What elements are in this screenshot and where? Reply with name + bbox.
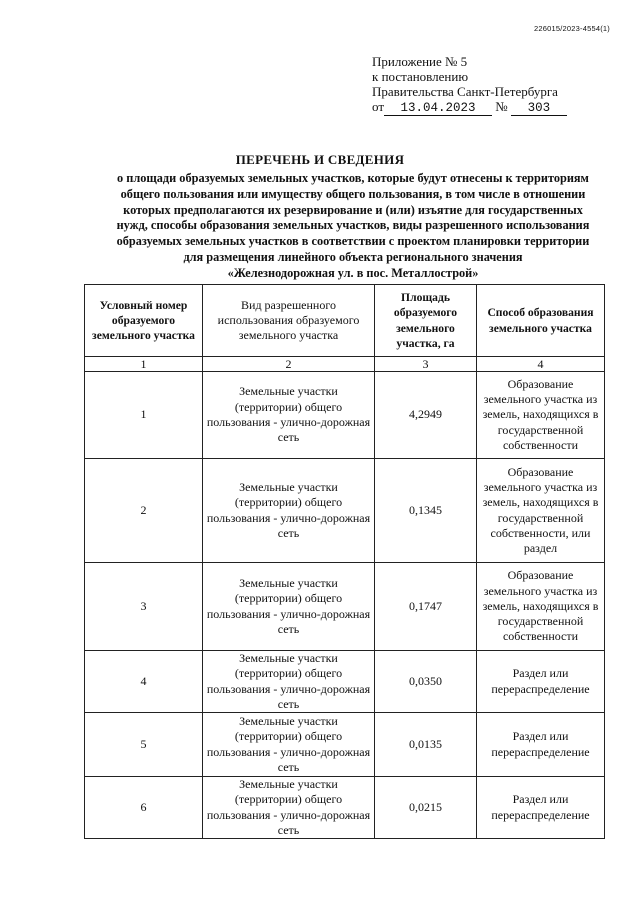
number-prefix: № xyxy=(495,99,508,114)
formation-method: Образование земельного участка из земель, находящихся в государственной собственности xyxy=(477,563,605,651)
plot-area: 0,0215 xyxy=(375,777,477,839)
column-number: 3 xyxy=(375,357,477,372)
column-number: 4 xyxy=(477,357,605,372)
formation-method: Образование земельного участка из земель, находящихся в государственной собственности xyxy=(477,372,605,459)
plot-area: 0,1747 xyxy=(375,563,477,651)
header-area: Площадь образуемого земельного участка, га xyxy=(375,285,477,357)
plot-number: 3 xyxy=(85,563,203,651)
plot-number: 4 xyxy=(85,651,203,713)
subtitle-line: образуемых земельных участков в соответствии с проектом планировки территории xyxy=(116,234,590,249)
column-number: 2 xyxy=(203,357,375,372)
permitted-use: Земельные участки (территории) общего пользования - улично-дорожная сеть xyxy=(203,372,375,459)
plot-number: 5 xyxy=(85,713,203,777)
table-row xyxy=(85,459,605,563)
subtitle-line: которых предполагаются их резервирование и (или) изъятие для государственных xyxy=(123,202,583,217)
table-header-row xyxy=(85,285,605,357)
table-row xyxy=(85,372,605,459)
document-title: ПЕРЕЧЕНЬ И СВЕДЕНИЯ xyxy=(235,152,405,167)
document-id: 226015/2023-4554(1) xyxy=(534,24,610,33)
table-row xyxy=(85,713,605,777)
table-row xyxy=(85,651,605,713)
subtitle-line: для размещения линейного объекта регионального значения xyxy=(183,249,523,264)
formation-method: Раздел или перераспределение xyxy=(477,777,605,839)
header-plot-number: Условный номер образуемого земельного участка xyxy=(85,285,203,357)
date-prefix: от xyxy=(372,99,385,114)
subtitle-line: о площади образуемых земельных участков, которые будут отнесены к территориям xyxy=(117,171,589,185)
formation-method: Образование земельного участка из земель, находящихся в государственной собственности, или раздел xyxy=(477,459,605,563)
plot-number: 1 xyxy=(85,372,203,459)
plot-area: 0,0135 xyxy=(375,713,477,777)
decree-number: 303 xyxy=(511,102,567,116)
document-subtitle xyxy=(100,171,606,282)
subtitle-line: нужд, способы образования земельных участков, виды разрешенного использования xyxy=(116,218,590,233)
permitted-use: Земельные участки (территории) общего пользования - улично-дорожная сеть xyxy=(203,713,375,777)
land-plots-table xyxy=(84,284,605,839)
header-permitted-use: Вид разрешенного использования образуемого земельного участка xyxy=(203,285,375,357)
table-row xyxy=(85,777,605,839)
appendix-line-1: Приложение № 5 xyxy=(372,54,468,69)
appendix-date-line xyxy=(372,99,567,116)
column-numbers-row xyxy=(85,357,605,372)
plot-area: 4,2949 xyxy=(375,372,477,459)
permitted-use: Земельные участки (территории) общего пользования - улично-дорожная сеть xyxy=(203,651,375,713)
permitted-use: Земельные участки (территории) общего пользования - улично-дорожная сеть xyxy=(203,459,375,563)
column-number: 1 xyxy=(85,357,203,372)
formation-method: Раздел или перераспределение xyxy=(477,713,605,777)
plot-number: 2 xyxy=(85,459,203,563)
permitted-use: Земельные участки (территории) общего пользования - улично-дорожная сеть xyxy=(203,777,375,839)
plot-area: 0,0350 xyxy=(375,651,477,713)
header-formation-method: Способ образования земельного участка xyxy=(477,285,605,357)
subtitle-line: общего пользования или имуществу общего пользования, в том числе в отношении xyxy=(120,186,586,201)
decree-date: 13.04.2023 xyxy=(384,102,492,116)
plot-number: 6 xyxy=(85,777,203,839)
permitted-use: Земельные участки (территории) общего пользования - улично-дорожная сеть xyxy=(203,563,375,651)
subtitle-line: «Железнодорожная ул. в пос. Металлострой» xyxy=(227,265,479,280)
table-row xyxy=(85,563,605,651)
appendix-line-2: к постановлению xyxy=(372,69,469,84)
appendix-block xyxy=(372,54,567,116)
plot-area: 0,1345 xyxy=(375,459,477,563)
formation-method: Раздел или перераспределение xyxy=(477,651,605,713)
appendix-line-3: Правительства Санкт-Петербурга xyxy=(372,84,558,99)
